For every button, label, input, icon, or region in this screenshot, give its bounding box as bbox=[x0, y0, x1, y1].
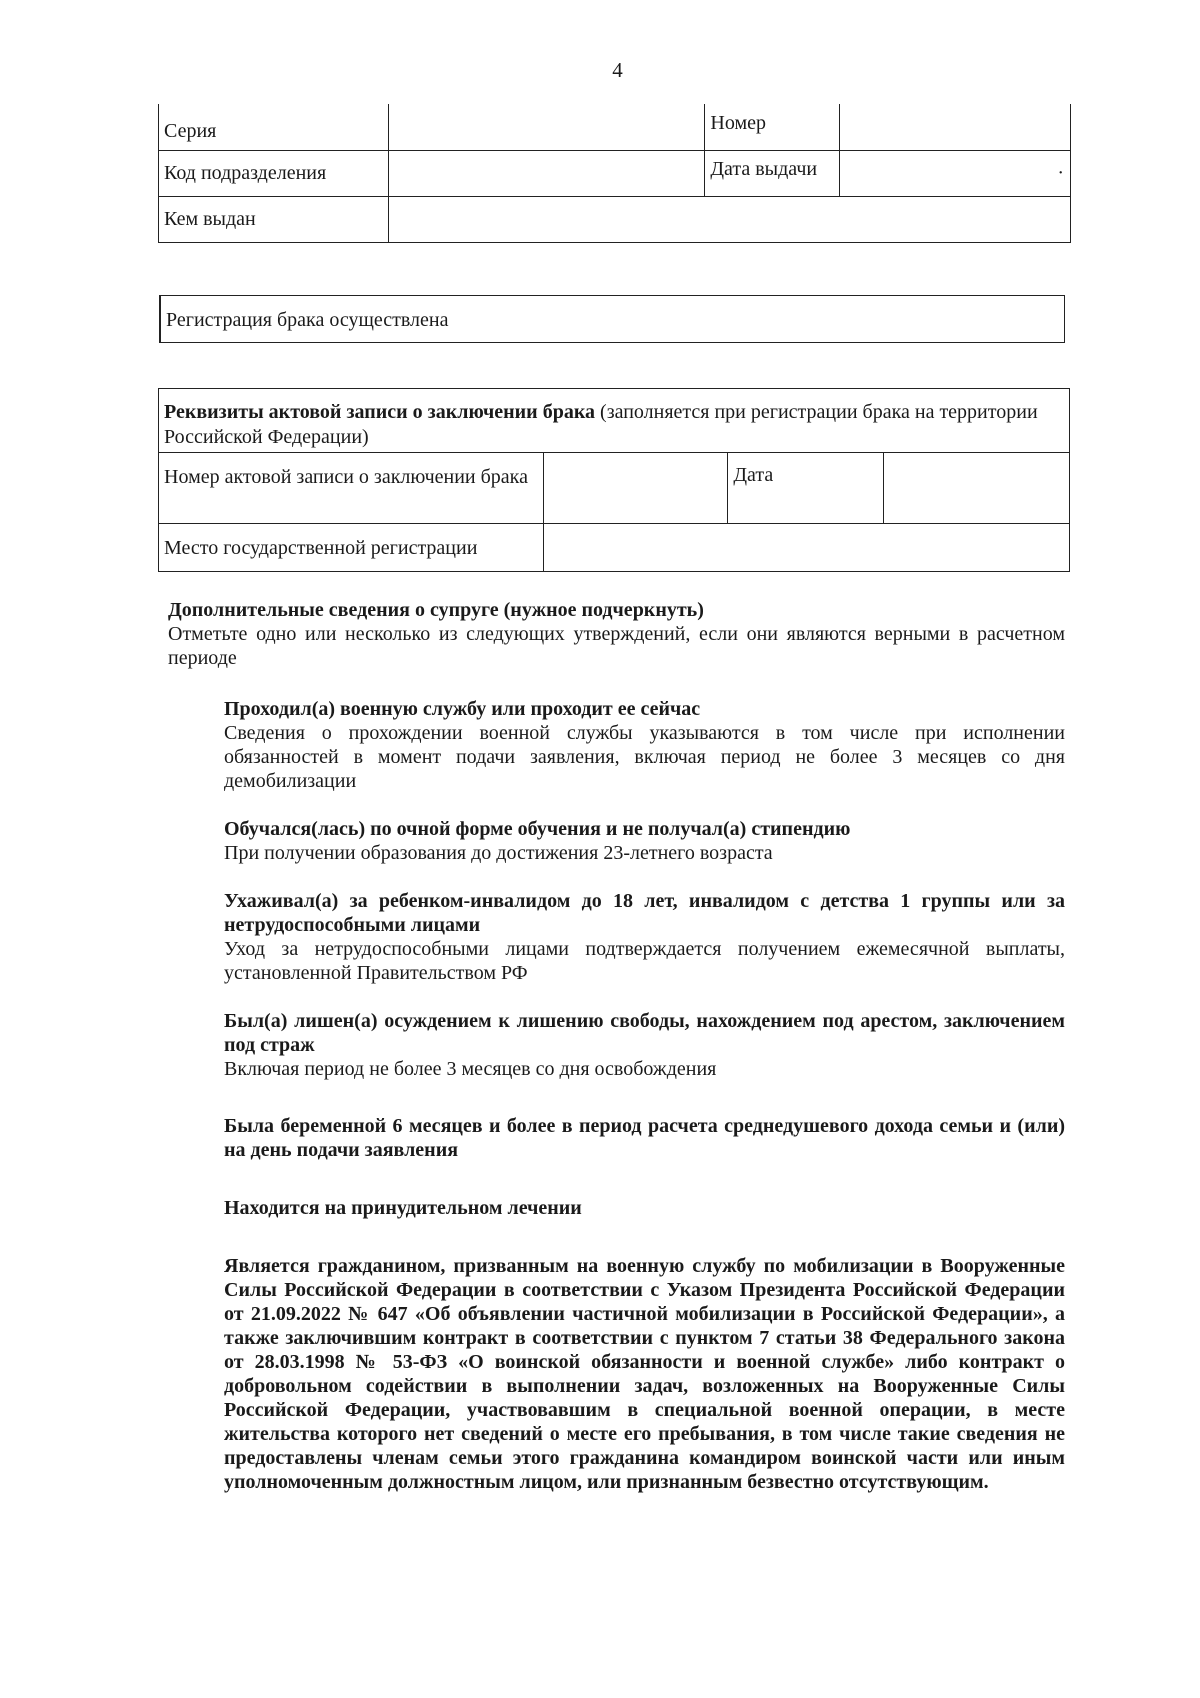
statement-note: Уход за нетрудоспособными лицами подтверждается получением ежемесячной выплаты, установленной Правительством РФ bbox=[224, 938, 1065, 984]
series-input[interactable] bbox=[388, 104, 705, 150]
statement-pregnancy[interactable] bbox=[224, 1114, 1065, 1162]
statement-compulsory-treatment[interactable] bbox=[224, 1196, 1065, 1220]
marriage-registration-field[interactable] bbox=[159, 295, 1065, 343]
marriage-record-title-bold: Реквизиты актовой записи о заключении брака bbox=[164, 401, 596, 423]
marriage-registration-label: Регистрация брака осуществлена bbox=[166, 309, 449, 331]
series-label: Серия bbox=[159, 104, 389, 150]
statement-title: Ухаживал(а) за ребенком-инвалидом до 18 лет, инвалидом с детства 1 группы или за нетрудоспособными лицами bbox=[224, 890, 1065, 936]
registration-place-input[interactable] bbox=[543, 524, 1069, 572]
statement-imprisonment[interactable] bbox=[224, 1009, 1065, 1081]
additional-info-title: Дополнительные сведения о супруге (нужное подчеркнуть) bbox=[168, 599, 704, 621]
statements-list bbox=[224, 697, 1065, 1494]
number-input[interactable] bbox=[840, 104, 1071, 150]
issue-date-mark: · bbox=[1057, 161, 1064, 184]
number-label: Номер bbox=[705, 104, 840, 150]
statement-full-time-study[interactable] bbox=[224, 817, 1065, 865]
statement-title: Проходил(а) военную службу или проходит ее сейчас bbox=[224, 698, 701, 720]
record-date-label: Дата bbox=[728, 453, 884, 524]
passport-table bbox=[158, 104, 1071, 243]
statement-military-service[interactable] bbox=[224, 697, 1065, 793]
statement-caregiving[interactable] bbox=[224, 889, 1065, 985]
statement-title: Является гражданином, призванным на военную службу по мобилизации в Вооруженные Силы Российской Федерации в соответствии с Указом Президента Российской Федерации от 21.09.2022 № 647 «Об объявлении частичной мобилизации в Российской Федерации», а также заключившим контракт в соответствии с пунктом 7 статьи 38 Федерального закона от 28.03.1998 № 53-ФЗ «О воинской обязанности и военной службе» либо контракт о добровольном содействии в выполнении задач, возложенных на Вооруженные Силы Российской Федерации, участвовавшим в специальной военной операции, в месте жительства которого нет сведений о месте его пребывания, в том числе такие сведения не предоставлены членам семьи этого гражданина командиром воинской части или иным уполномоченным должностным лицом, или признанным безвестно отсутствующим. bbox=[224, 1255, 1065, 1493]
marriage-record-title bbox=[159, 389, 1070, 453]
registration-place-label: Место государственной регистрации bbox=[159, 524, 544, 572]
additional-info-section bbox=[168, 598, 1065, 670]
record-number-input[interactable] bbox=[543, 453, 728, 524]
statement-note: При получении образования до достижения 23-летнего возраста bbox=[224, 842, 773, 864]
statement-note: Включая период не более 3 месяцев со дня освобождения bbox=[224, 1058, 717, 1080]
statement-title: Была беременной 6 месяцев и более в период расчета среднедушевого дохода семьи и (или) на день подачи заявления bbox=[224, 1115, 1065, 1161]
statement-note: Сведения о прохождении военной службы указываются в том числе при исполнении обязанностей в момент подачи заявления, включая период не более 3 месяцев со дня демобилизации bbox=[224, 722, 1065, 792]
issued-by-input[interactable] bbox=[388, 196, 1070, 242]
issue-date-input[interactable] bbox=[840, 150, 1071, 196]
record-number-label: Номер актовой записи о заключении брака bbox=[159, 453, 544, 524]
issued-by-label: Кем выдан bbox=[159, 196, 389, 242]
marriage-record-title-note: (заполняется при регистрации брака на территории Российской Федерации) bbox=[164, 401, 1038, 448]
page-number: 4 bbox=[612, 58, 623, 82]
statement-title: Был(а) лишен(а) осуждением к лишению свободы, нахождением под арестом, заключением под страж bbox=[224, 1010, 1065, 1056]
record-date-input[interactable] bbox=[884, 453, 1070, 524]
division-code-input[interactable] bbox=[388, 150, 705, 196]
additional-info-instruction: Отметьте одно или несколько из следующих утверждений, если они являются верными в расчетном периоде bbox=[168, 623, 1065, 669]
issue-date-label: Дата выдачи bbox=[705, 150, 840, 196]
statement-title: Находится на принудительном лечении bbox=[224, 1197, 582, 1219]
statement-mobilization[interactable] bbox=[224, 1254, 1065, 1494]
statement-title: Обучался(лась) по очной форме обучения и не получал(а) стипендию bbox=[224, 818, 851, 840]
marriage-record-table bbox=[158, 388, 1070, 572]
division-code-label: Код подразделения bbox=[159, 150, 389, 196]
